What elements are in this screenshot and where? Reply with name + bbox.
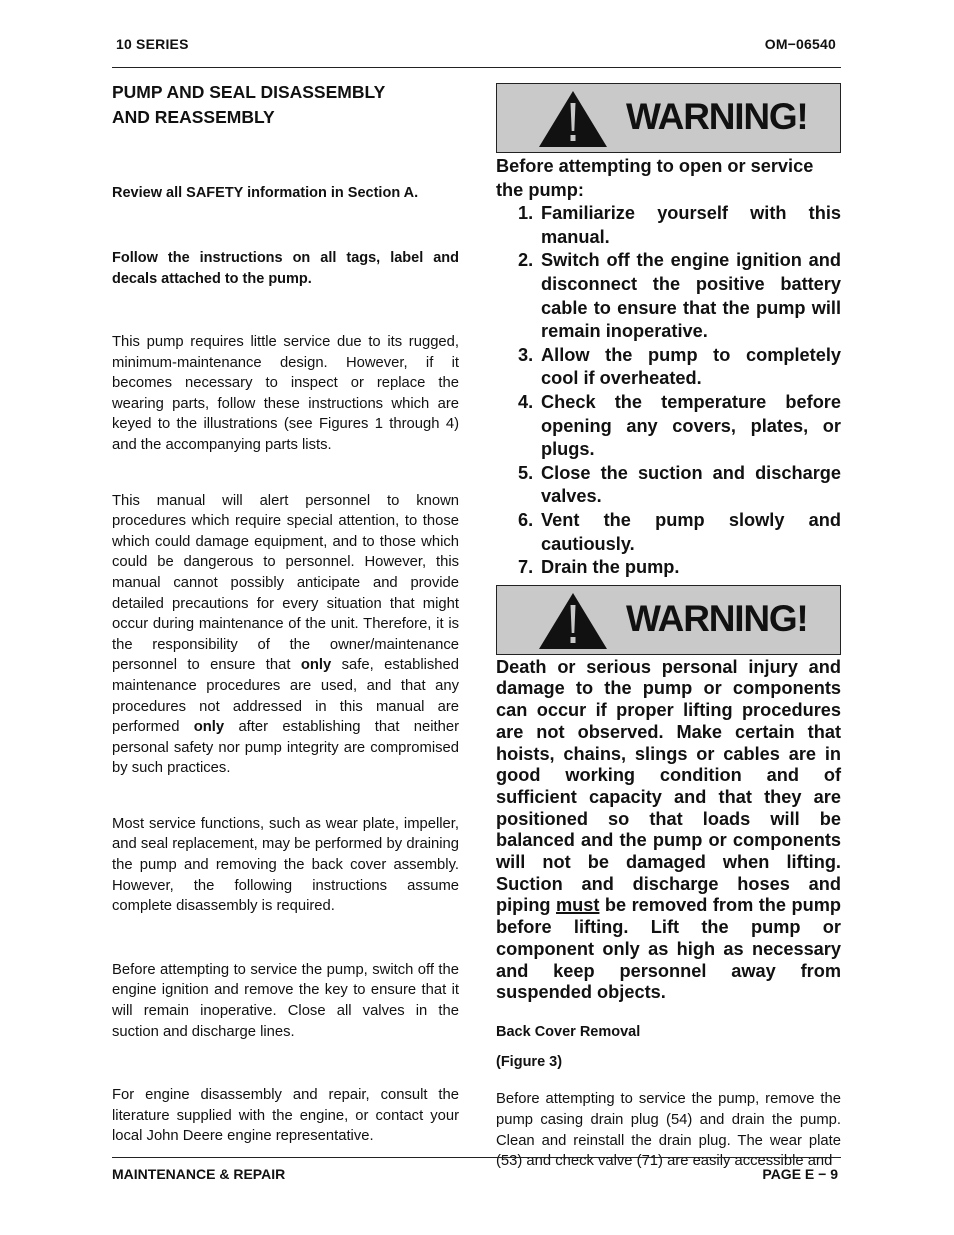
step-text: Switch off the engine ignition and disconnect the positive battery cable to ensure that the pump will remain inoperative. — [541, 250, 841, 342]
figure-reference: (Figure 3) — [496, 1053, 563, 1070]
step-text: Close the suction and discharge valves. — [541, 462, 841, 507]
list-item — [496, 249, 841, 343]
step-text: Vent the pump slowly and cautiously. — [541, 509, 841, 554]
warning-triangle-icon — [537, 591, 609, 651]
list-item — [496, 344, 841, 391]
list-item — [496, 391, 841, 462]
warning-triangle-icon — [537, 89, 609, 149]
section-title-line1: PUMP AND SEAL DISASSEMBLY — [112, 82, 386, 102]
right-column — [496, 83, 841, 1172]
list-item — [496, 556, 841, 580]
emphasis-only: only — [300, 657, 332, 674]
section-title-line2: AND REASSEMBLY — [112, 107, 275, 127]
paragraph-engine-repair: For engine disassembly and repair, consult the literature supplied with the engine, or contact your local John Deere engine representative. — [112, 1087, 459, 1145]
paragraph-service-intro: This pump requires little service due to its rugged, minimum-maintenance design. However, if it becomes necessary to inspect or replace the wearing parts, follow these instructions which are keyed to the illustrations (see Figures 1 through 4) and the accompanying parts lists. — [112, 334, 459, 453]
warning-intro: Before attempting to open or service the pump: — [496, 156, 814, 200]
step-text: Familiarize yourself with this manual. — [541, 203, 841, 247]
step-text: Drain the pump. — [541, 557, 680, 578]
safety-note: Review all SAFETY information in Section A. — [112, 185, 419, 201]
step-number: 1. — [518, 203, 534, 224]
step-text: Allow the pump to completely cool if overheated. — [541, 344, 841, 389]
step-number: 6. — [518, 509, 534, 530]
left-column — [112, 80, 459, 1147]
warning-steps-list — [496, 202, 841, 580]
header-series: 10 SERIES — [116, 36, 189, 52]
back-cover-heading: Back Cover Removal — [496, 1023, 641, 1040]
step-number: 7. — [518, 557, 534, 578]
step-text: Check the temperature before opening any covers, plates, or plugs. — [541, 391, 841, 460]
lifting-warning-text — [496, 657, 841, 1004]
warning-text: Death or serious personal injury and damage to the pump or components can occur if proper lifting procedures are not observed. Make certain that hoists, chains, slings or cables are in good working condition and of sufficient capacity and that they are positioned so that loads will be balanced and the pump or components will not be damaged when lifting. Suction and discharge hoses and piping — [496, 656, 841, 916]
step-number: 5. — [518, 462, 534, 483]
back-cover-paragraph: Before attempting to service the pump, remove the pump casing drain plug (54) and drain the pump. Clean and reinstall the drain plug. The wear plate (53) and check valve (71) are easily accessible and — [496, 1090, 841, 1170]
warning-label: WARNING! — [626, 597, 808, 639]
list-item — [496, 462, 841, 509]
paragraph-service-functions: Most service functions, such as wear plate, impeller, and seal replacement, may be performed by draining the pump and removing the back cover assembly. However, the following instructions assume complete disassembly is required. — [112, 815, 459, 915]
emphasis-only: only — [193, 719, 225, 736]
header-doc-number: OM−06540 — [764, 36, 836, 52]
tags-note: Follow the instructions on all tags, label and decals attached to the pump. — [112, 250, 459, 287]
step-number: 2. — [518, 250, 534, 271]
paragraph-engine-ignition: Before attempting to service the pump, switch off the engine ignition and remove the key to ensure that it will remain inoperative. Close all valves in the suction and discharge lines. — [112, 961, 459, 1040]
emphasis-must: must — [556, 895, 600, 916]
paragraph-text: This manual will alert personnel to known procedures which require special attention, to those which could damage equipment, and to those which could be dangerous to personnel. However, this manual cannot possibly anticipate and provide detailed precautions for every situation that might occur during maintenance of the unit. Therefore, it is the responsibility of the owner/maintenance personnel to ensure that — [112, 492, 459, 674]
warning-banner-1 — [496, 83, 841, 153]
paragraph-personnel-alert — [112, 491, 459, 779]
warning-text: be removed from the pump before lifting. Lift the pump or component only as high as necessary and keep personnel away from suspended objects. — [496, 895, 841, 1003]
list-item — [496, 202, 841, 249]
paragraph-text: after establishing that neither personal safety nor pump integrity are compromised by such practices. — [112, 719, 459, 777]
footer-divider — [112, 1157, 841, 1158]
warning-banner-2 — [496, 585, 841, 655]
paragraph-text: safe, established maintenance procedures are used, and that any procedures not addressed in this manual are performed — [112, 657, 459, 736]
list-item — [496, 509, 841, 556]
header-divider — [112, 67, 841, 68]
footer-section: MAINTENANCE & REPAIR — [112, 1166, 286, 1182]
footer-page-number: PAGE E − 9 — [762, 1166, 838, 1182]
step-number: 4. — [518, 391, 534, 412]
step-number: 3. — [518, 344, 534, 365]
warning-label: WARNING! — [626, 96, 808, 137]
